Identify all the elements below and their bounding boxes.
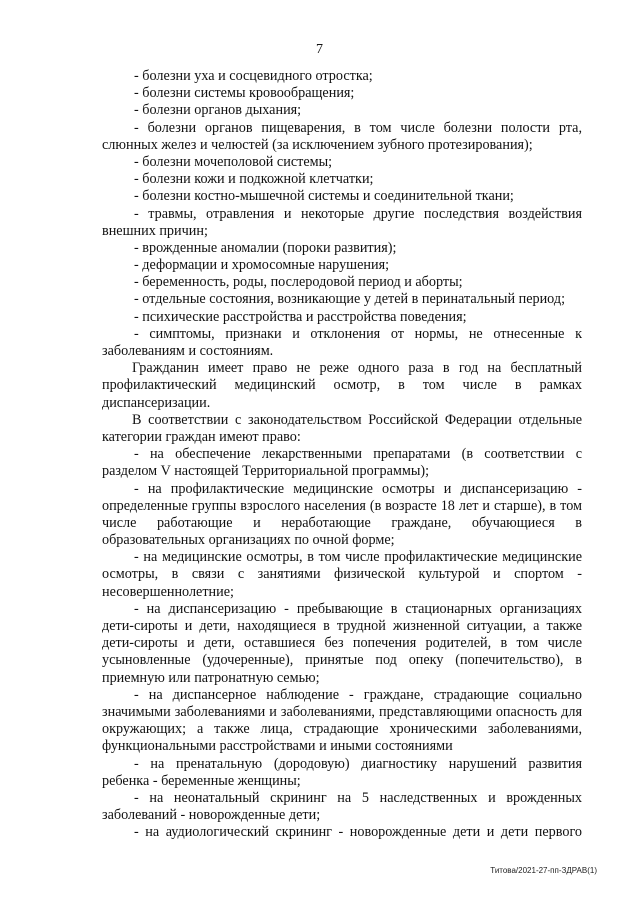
text-line: окружающих; а также лица, страдающие хроническими заболеваниями, (102, 721, 582, 738)
text-line: усыновленные (удочеренные), принятые под опеку (попечительство), в (102, 652, 582, 669)
text-line: определенные группы взрослого населения (в возрасте 18 лет и старше), в том (102, 497, 582, 514)
text-line: профилактический медицинский осмотр, в том числе в рамках (102, 377, 582, 394)
text-line: - болезни органов пищеварения, в том числе болезни полости рта, (134, 119, 582, 136)
text-line: - врожденные аномалии (пороки развития); (134, 239, 397, 256)
text-line: категории граждан имеют право: (102, 428, 301, 445)
text-line: - на диспансерное наблюдение - граждане, страдающие социально (134, 686, 582, 703)
text-line: В соответствии с законодательством Российской Федерации отдельные (132, 411, 582, 428)
text-line: - болезни мочеполовой системы; (134, 153, 333, 170)
text-line: Гражданин имеет право не реже одного раза в год на бесплатный (132, 360, 582, 377)
text-line: функциональными расстройствами и иными состояниями (102, 738, 453, 755)
text-line: числе работающие и неработающие граждане, обучающиеся в (102, 514, 582, 531)
text-line: - отдельные состояния, возникающие у детей в перинатальный период; (134, 291, 566, 308)
text-line: заболеваниям и состояниям. (102, 343, 274, 359)
text-line: внешних причин; (102, 222, 208, 239)
text-line: диспансеризации. (102, 394, 211, 411)
text-line: - симптомы, признаки и отклонения от нормы, не отнесенные к (134, 325, 582, 342)
text-line: образовательных организациях по очной форме; (102, 532, 395, 549)
text-line: слюнных желез и челюстей (за исключением зубного протезирования); (102, 136, 533, 153)
text-line: - беременность, роды, послеродовой период и аборты; (134, 274, 463, 291)
text-line: - болезни костно-мышечной системы и соединительной ткани; (134, 188, 514, 205)
text-line: несовершеннолетние; (102, 583, 234, 600)
text-line: - болезни уха и сосцевидного отростка; (134, 68, 373, 84)
text-line: - на профилактические медицинские осмотры и диспансеризацию - (134, 480, 582, 497)
text-line: - болезни системы кровообращения; (134, 85, 355, 102)
text-line: - на медицинские осмотры, в том числе профилактические медицинские (134, 549, 582, 566)
text-line: разделом V настоящей Территориальной программы); (102, 463, 430, 480)
text-line: - на диспансеризацию - пребывающие в стационарных организациях (134, 600, 582, 617)
text-line: - на неонатальный скрининг на 5 наследственных и врожденных (134, 789, 582, 806)
text-line: дети-сироты и дети, оставшиеся без попечения родителей, в том числе (102, 635, 582, 652)
text-line: - деформации и хромосомные нарушения; (134, 257, 390, 274)
text-line: заболеваний - новорожденные дети; (102, 807, 321, 824)
text-line: приемную или патронатную семью; (102, 669, 320, 686)
text-line: - психические расстройства и расстройства поведения; (134, 308, 467, 325)
text-line: осмотры, в связи с занятиями физической культурой и спортом - (102, 566, 582, 583)
body-text (102, 68, 582, 841)
text-line: - на пренатальную (дородовую) диагностику нарушений развития (134, 755, 582, 772)
text-line: ребенка - беременные женщины; (102, 772, 301, 789)
text-line: - болезни органов дыхания; (134, 102, 302, 119)
document-footer-code: Титова/2021-27-пп-ЗДРАВ(1) (490, 866, 597, 875)
text-line: - травмы, отравления и некоторые другие последствия воздействия (134, 205, 582, 222)
text-line: - на аудиологический скрининг - новорожденные дети и дети первого (134, 824, 582, 841)
text-line: дети-сироты и дети, находящиеся в трудной жизненной ситуации, а также (102, 618, 582, 634)
text-line: - на обеспечение лекарственными препаратами (в соответствии с (134, 446, 582, 463)
page-number: 7 (316, 42, 323, 57)
text-line: значимыми заболеваниями и заболеваниями, представляющими опасность для (102, 703, 582, 720)
text-line: - болезни кожи и подкожной клетчатки; (134, 171, 374, 188)
